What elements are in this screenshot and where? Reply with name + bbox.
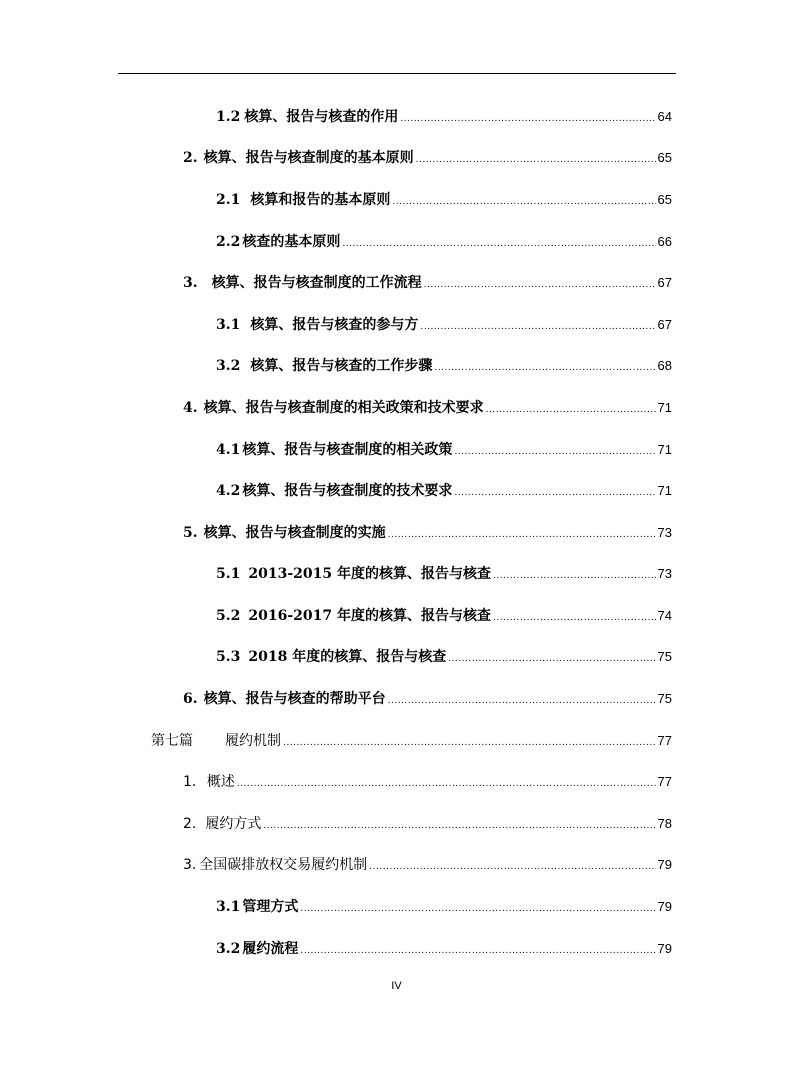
toc-title: 核算、报告与核查制度的相关政策 (242, 442, 453, 458)
toc-entry[interactable] (216, 480, 672, 502)
toc-number: 1. (183, 774, 197, 790)
toc-entry[interactable] (183, 771, 672, 793)
toc-page-number: 79 (657, 941, 672, 956)
toc-entry[interactable] (183, 688, 672, 710)
toc-entry[interactable] (216, 355, 672, 377)
toc-title: 核查的基本原则 (242, 234, 341, 250)
toc-number: 3.1 (216, 317, 241, 333)
toc-number: 5.1 (216, 566, 241, 582)
toc-number: 4.1 (216, 442, 241, 458)
toc-page-number: 79 (657, 899, 672, 914)
toc-entry[interactable] (216, 439, 672, 461)
dot-leader (388, 690, 656, 712)
toc-page-number: 75 (657, 649, 672, 664)
toc-page-number: 71 (657, 400, 672, 415)
toc-page-number: 73 (657, 566, 672, 581)
dot-leader (493, 607, 656, 629)
toc-title: 全国碳排放权交易履约机制 (199, 857, 368, 873)
toc-page-number: 78 (657, 816, 672, 831)
toc-title: 核算、报告与核查制度的相关政策和技术要求 (203, 400, 484, 416)
toc-number: 3.2 (216, 941, 241, 957)
toc-page-number: 75 (657, 691, 672, 706)
dot-leader (420, 316, 655, 338)
dot-leader (388, 524, 656, 546)
toc-number: 4.2 (216, 483, 241, 499)
dot-leader (448, 648, 655, 670)
dot-leader (237, 773, 656, 795)
toc-title: 核算、报告与核查制度的实施 (203, 525, 386, 541)
page-footer-number: IV (391, 980, 402, 992)
toc-number: 3. (183, 857, 197, 873)
toc-number: 6. (183, 691, 198, 707)
toc-number: 第七篇 (151, 733, 193, 749)
toc-entry[interactable] (216, 938, 672, 960)
toc-page-number: 77 (657, 774, 672, 789)
toc-title: 履约方式 (205, 816, 262, 832)
toc-entry[interactable] (151, 730, 672, 752)
toc-page-number: 73 (657, 525, 672, 540)
toc-title: 管理方式 (242, 899, 299, 915)
dot-leader (416, 149, 656, 171)
toc-title: 核算、报告与核查制度的基本原则 (203, 150, 414, 166)
dot-leader (300, 898, 655, 920)
toc-entry[interactable] (183, 854, 672, 876)
toc-number: 3. (183, 275, 198, 291)
toc-title: 核算、报告与核查的工作步骤 (250, 358, 433, 374)
toc-title: 核算和报告的基本原则 (250, 192, 391, 208)
dot-leader (454, 482, 655, 504)
toc-number: 2.2 (216, 234, 241, 250)
toc-title: 履约流程 (242, 941, 299, 957)
toc-page-number: 65 (657, 150, 672, 165)
toc-entry[interactable] (183, 397, 672, 419)
dot-leader (369, 856, 655, 878)
toc-title: 核算、报告与核查制度的工作流程 (211, 275, 422, 291)
dot-leader (493, 565, 656, 587)
toc-title: 核算、报告与核查的参与方 (250, 317, 419, 333)
toc-entry[interactable] (183, 147, 672, 169)
toc-page-number: 71 (657, 442, 672, 457)
dot-leader (434, 357, 655, 379)
dot-leader (454, 441, 655, 463)
toc-page-number: 68 (657, 358, 672, 373)
toc-number: 4. (183, 400, 198, 416)
toc-entry[interactable] (183, 272, 672, 294)
dot-leader (300, 940, 655, 962)
toc-title: 概述 (206, 774, 235, 790)
dot-leader (263, 815, 655, 837)
dot-leader (400, 108, 655, 130)
dot-leader (486, 399, 656, 421)
toc-entry[interactable] (216, 605, 672, 627)
toc-page-number: 79 (657, 857, 672, 872)
toc-number: 2. (183, 816, 197, 832)
toc-title: 核算、报告与核查的作用 (244, 109, 399, 125)
toc-title: 核算、报告与核查制度的技术要求 (242, 483, 453, 499)
toc-title: 2016-2017 年度的核算、报告与核查 (248, 608, 491, 624)
toc-number: 5. (183, 525, 198, 541)
toc-page-number: 77 (657, 733, 672, 748)
dot-leader (392, 191, 655, 213)
toc-number: 3.1 (216, 899, 241, 915)
toc-title: 核算、报告与核查的帮助平台 (203, 691, 386, 707)
toc-entry[interactable] (183, 813, 672, 835)
toc-title: 2018 年度的核算、报告与核查 (248, 649, 447, 665)
toc-number: 2.1 (216, 192, 241, 208)
toc-entry[interactable] (216, 189, 672, 211)
toc-title: 履约机制 (225, 733, 281, 749)
toc-title: 2013-2015 年度的核算、报告与核查 (248, 566, 491, 582)
toc-number: 2. (183, 150, 198, 166)
toc-entry[interactable] (216, 106, 672, 128)
toc-page-number: 66 (657, 234, 672, 249)
toc-number: 5.3 (216, 649, 241, 665)
toc-page-number: 74 (657, 608, 672, 623)
dot-leader (342, 233, 655, 255)
dot-leader (424, 274, 656, 296)
toc-entry[interactable] (216, 646, 672, 668)
toc-entry[interactable] (216, 896, 672, 918)
toc-entry[interactable] (183, 522, 672, 544)
toc-number: 5.2 (216, 608, 241, 624)
dot-leader (283, 732, 656, 754)
toc-page-number: 71 (657, 483, 672, 498)
toc-page-number: 67 (657, 317, 672, 332)
header-rule (118, 73, 676, 74)
toc-number: 1.2 (216, 109, 241, 125)
toc-entry[interactable] (216, 231, 672, 253)
toc-page-number: 64 (657, 109, 672, 124)
toc-entry[interactable] (216, 563, 672, 585)
toc-page-number: 67 (657, 275, 672, 290)
toc-entry[interactable] (216, 314, 672, 336)
toc-number: 3.2 (216, 358, 241, 374)
toc-page-number: 65 (657, 192, 672, 207)
